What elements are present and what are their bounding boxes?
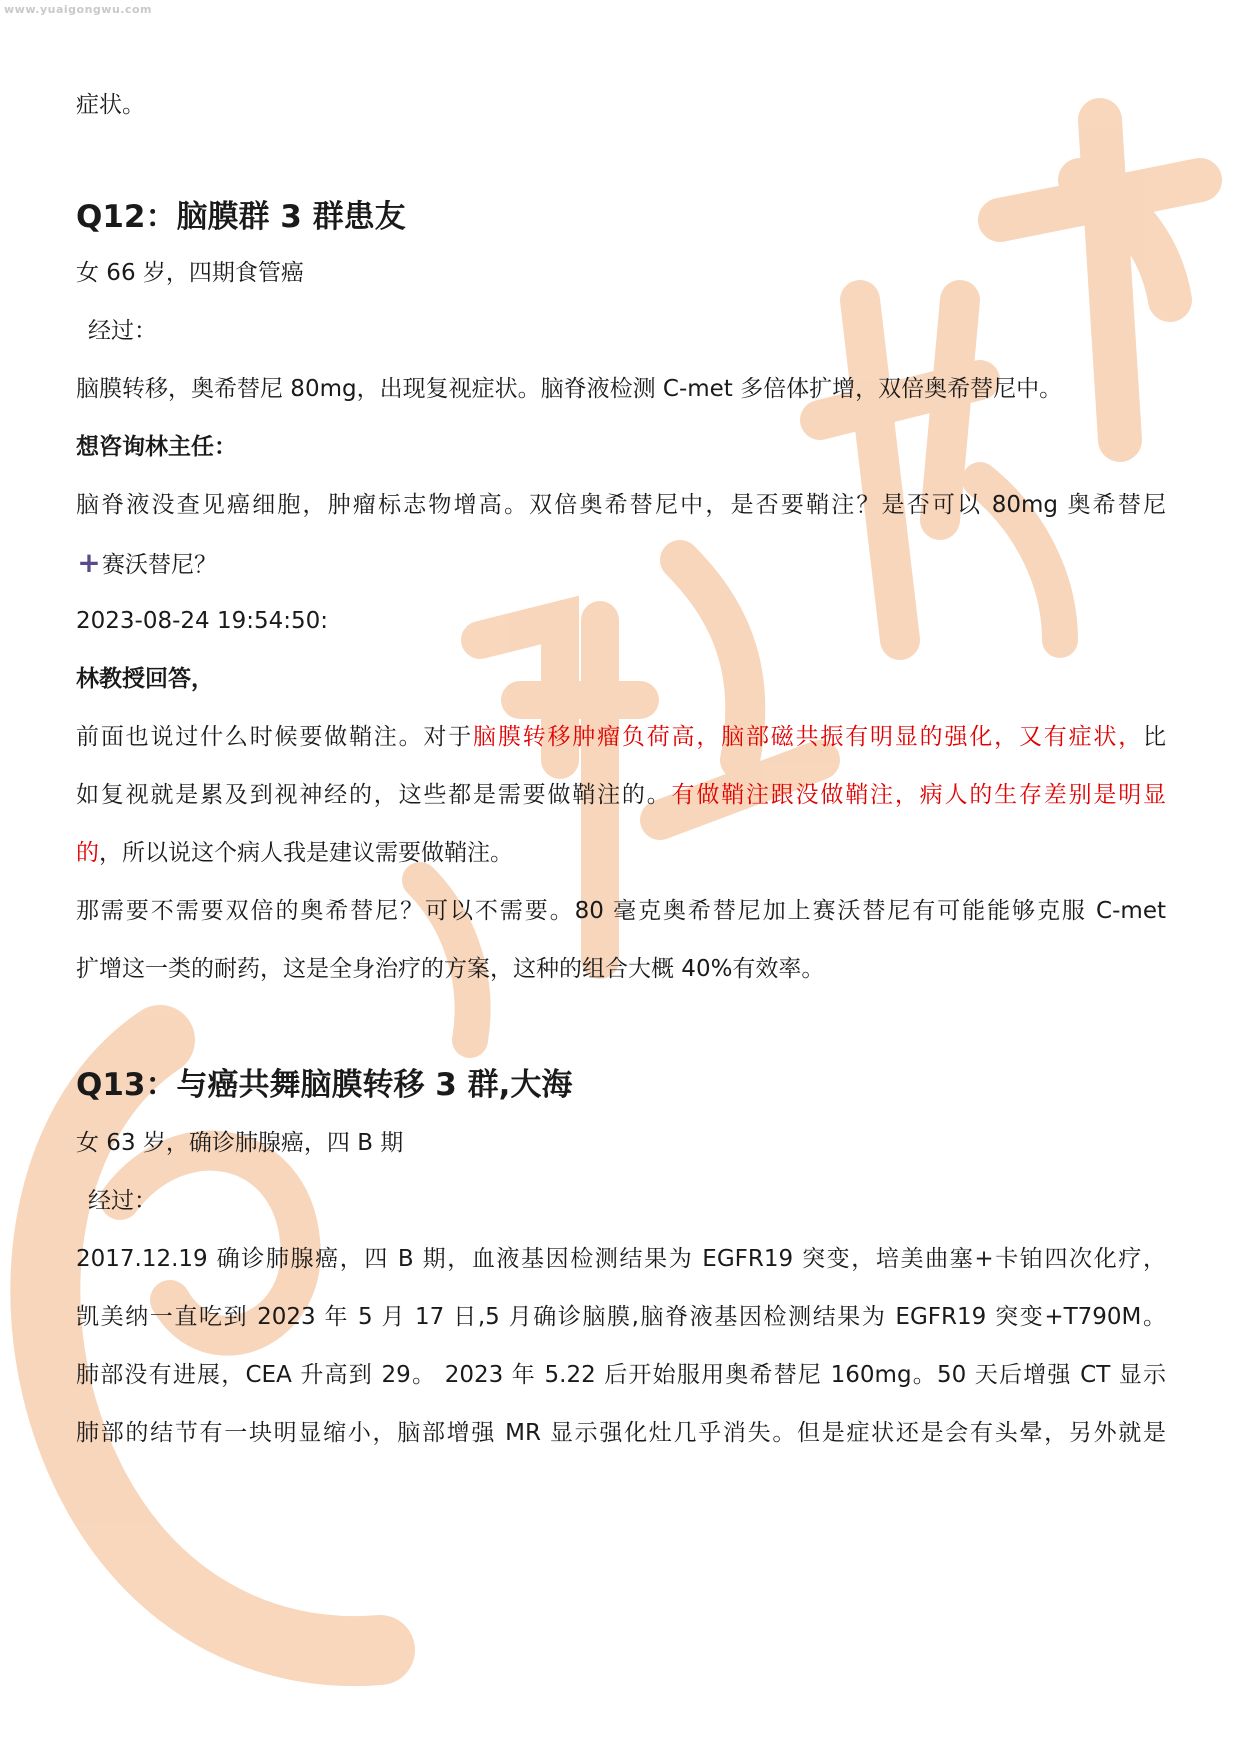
answer-line-1-text: 前面也说过什么时候要做鞘注。对于 <box>76 724 474 750</box>
answer-line-3-highlight: 的 <box>76 840 99 866</box>
text-line: 症状。 <box>76 92 145 118</box>
q13-process-line-3: 肺部没有进展，CEA 升高到 29。 2023 年 5.22 后开始服用奥希替尼 160mg。50 天后增强 CT 显示 <box>76 1362 1166 1388</box>
answer-line-2 <box>76 778 1166 812</box>
answer-line-1-highlight: 脑膜转移肿瘤负荷高，脑部磁共振有明显的强化，又有症状， <box>473 724 1144 750</box>
q12-question-line-2 <box>76 546 217 580</box>
watermark-stroke-3 <box>820 300 980 640</box>
answer-line-5: 扩增这一类的耐药，这是全身治疗的方案，这种的组合大概 40%有效率。 <box>76 956 825 982</box>
plus-icon: + <box>77 546 101 579</box>
q12-answer-label: 林教授回答， <box>76 666 214 692</box>
q12-question-line-1: 脑脊液没查见癌细胞，肿瘤标志物增高。双倍奥希替尼中，是否要鞘注？是否可以 80mg 奥希替尼 <box>76 492 1166 518</box>
q12-question-label: 想咨询林主任： <box>76 434 237 460</box>
q12-process-label: 经过： <box>88 318 157 344</box>
q13-patient-info: 女 63 岁，确诊肺腺癌，四 B 期 <box>76 1130 404 1156</box>
answer-line-2-text: 如复视就是累及到视神经的，这些都是需要做鞘注的。 <box>76 782 672 808</box>
q13-process-line-1: 2017.12.19 确诊肺腺癌，四 B 期，血液基因检测结果为 EGFR19 突变，培美曲塞+卡铂四次化疗， <box>76 1246 1166 1272</box>
q12-process-text: 脑膜转移，奥希替尼 80mg，出现复视症状。脑脊液检测 C-met 多倍体扩增，双倍奥希替尼中。 <box>76 376 1063 402</box>
q13-process-label: 经过： <box>88 1188 157 1214</box>
answer-line-1-tail: 比 <box>1143 724 1167 750</box>
q13-process-line-4: 肺部的结节有一块明显缩小，脑部增强 MR 显示强化灶几乎消失。但是症状还是会有头晕，另外就是 <box>76 1420 1166 1446</box>
answer-line-3-text: ，所以说这个病人我是建议需要做鞘注。 <box>99 840 513 866</box>
answer-line-1 <box>76 720 1166 754</box>
answer-line-2-highlight: 有做鞘注跟没做鞘注，病人的生存差别是明显 <box>671 782 1167 808</box>
answer-line-4: 那需要不需要双倍的奥希替尼？可以不需要。80 毫克奥希替尼加上赛沃替尼有可能能够克服 C-met <box>76 898 1166 924</box>
q13-process-line-2: 凯美纳一直吃到 2023 年 5 月 17 日,5 月确诊脑膜,脑脊液基因检测结果为 EGFR19 突变+T790M。 <box>76 1304 1166 1330</box>
site-watermark-url: www.yuaigongwu.com <box>4 3 153 16</box>
q12-question-line-2-text: 赛沃替尼？ <box>102 552 217 578</box>
q12-patient-info: 女 66 岁，四期食管癌 <box>76 260 304 286</box>
q12-heading: Q12：脑膜群 3 群患友 <box>76 199 406 235</box>
q12-timestamp: 2023-08-24 19:54:50: <box>76 608 329 634</box>
answer-line-3 <box>76 836 513 870</box>
q13-heading: Q13：与癌共舞脑膜转移 3 群,大海 <box>76 1067 573 1103</box>
